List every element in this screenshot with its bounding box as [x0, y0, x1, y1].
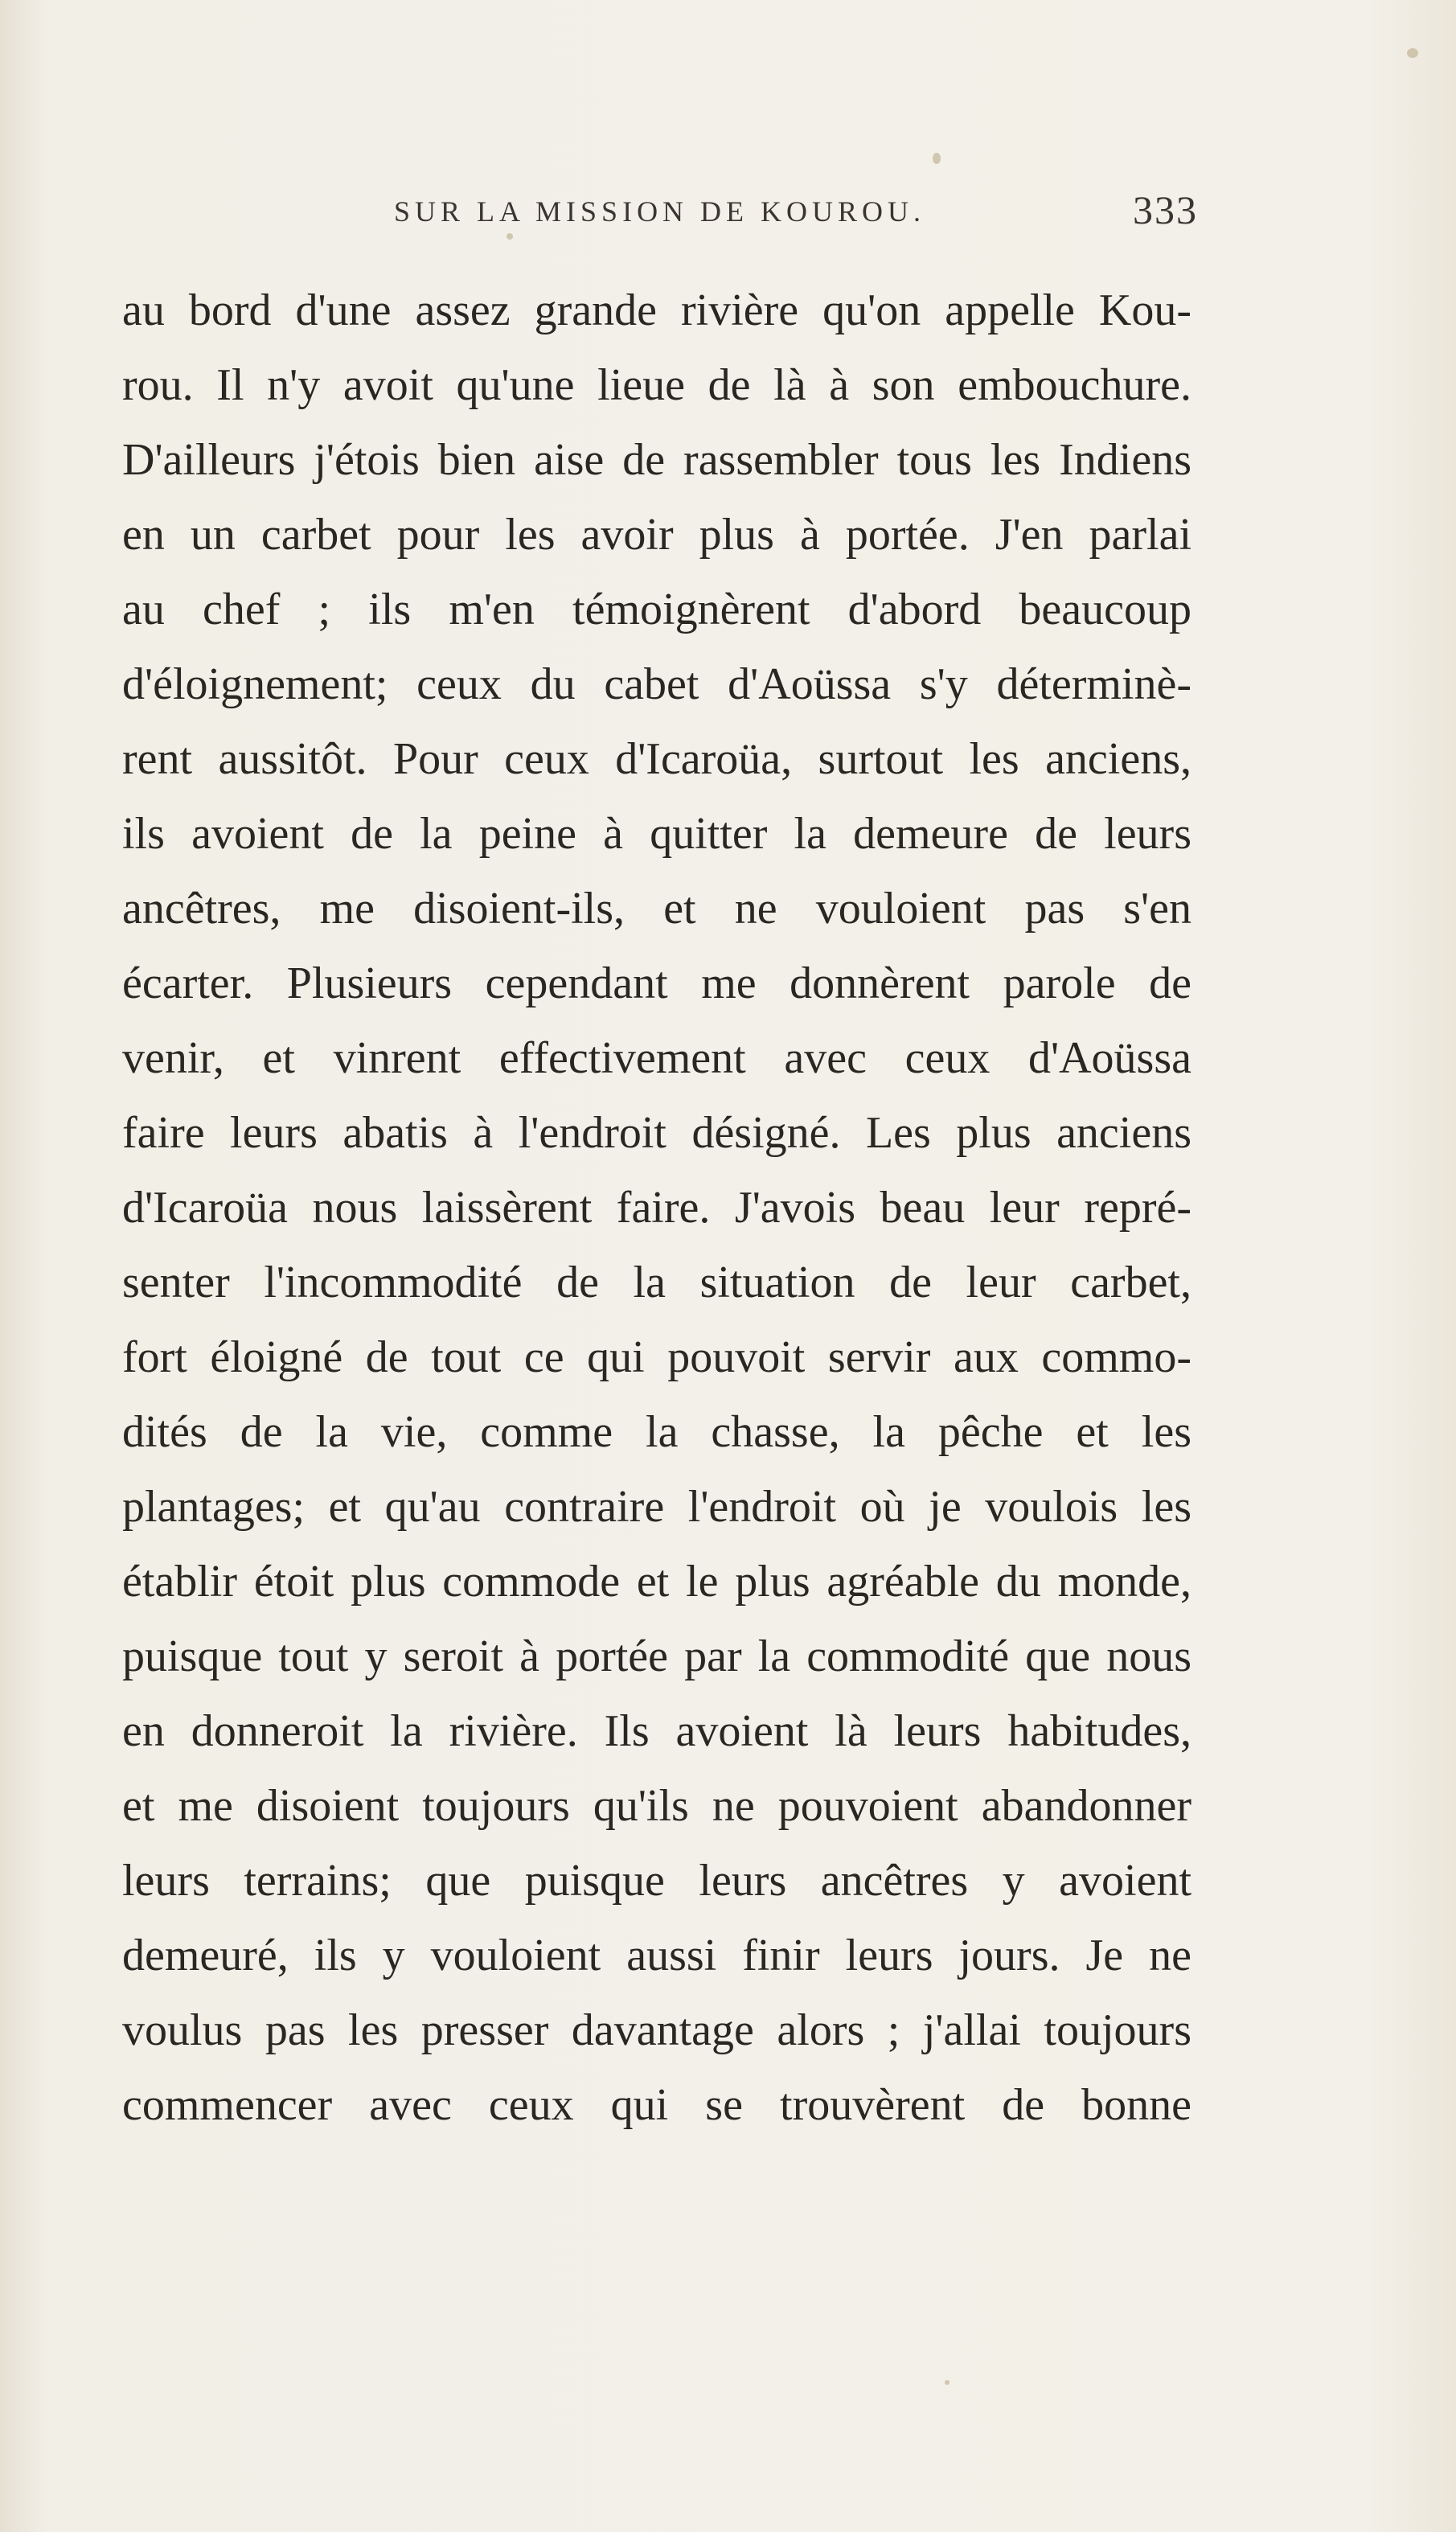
- text-line: plantages; et qu'au contraire l'endroit où je voulois les: [122, 1482, 1191, 1532]
- running-title: SUR LA MISSION DE KOUROU.: [394, 195, 926, 228]
- text-line: rou. Il n'y avoit qu'une lieue de là à son embouchure.: [122, 360, 1191, 410]
- text-line: ils avoient de la peine à quitter la demeure de leurs: [122, 809, 1191, 859]
- text-line: venir, et vinrent effectivement avec ceux d'Aoüssa: [122, 1033, 1191, 1083]
- text-line: écarter. Plusieurs cependant me donnèrent parole de: [122, 958, 1191, 1008]
- text-line: puisque tout y seroit à portée par la commodité que nous: [122, 1631, 1191, 1681]
- text-line: commencer avec ceux qui se trouvèrent de bonne: [122, 2080, 1191, 2130]
- text-line: établir étoit plus commode et le plus agréable du monde,: [122, 1557, 1191, 1607]
- paper-speck: [933, 153, 941, 164]
- text-line: au bord d'une assez grande rivière qu'on appelle Kou-: [122, 285, 1191, 335]
- text-line: senter l'incommodité de la situation de leur carbet,: [122, 1258, 1191, 1307]
- text-line: et me disoient toujours qu'ils ne pouvoient abandonner: [122, 1781, 1191, 1831]
- body-text: [122, 273, 1191, 2143]
- text-line: d'éloignement; ceux du cabet d'Aoüssa s'y déterminè-: [122, 659, 1191, 709]
- text-line: rent aussitôt. Pour ceux d'Icaroüa, surtout les anciens,: [122, 734, 1191, 784]
- paper-speck: [945, 2380, 949, 2385]
- text-line: en donneroit la rivière. Ils avoient là leurs habitudes,: [122, 1706, 1191, 1756]
- text-line: fort éloigné de tout ce qui pouvoit servir aux commo-: [122, 1332, 1191, 1382]
- page-header: [394, 187, 1198, 243]
- paper-speck: [1407, 48, 1418, 58]
- text-line: faire leurs abatis à l'endroit désigné. Les plus anciens: [122, 1108, 1191, 1158]
- text-line: demeuré, ils y vouloient aussi finir leurs jours. Je ne: [122, 1931, 1191, 1980]
- text-line: d'Icaroüa nous laissèrent faire. J'avois beau leur repré-: [122, 1183, 1191, 1233]
- page-number: 333: [1133, 187, 1198, 232]
- text-line: D'ailleurs j'étois bien aise de rassembler tous les Indiens: [122, 435, 1191, 485]
- text-line: voulus pas les presser davantage alors ; j'allai toujours: [122, 2005, 1191, 2055]
- text-line: ancêtres, me disoient-ils, et ne vouloient pas s'en: [122, 884, 1191, 934]
- text-line: dités de la vie, comme la chasse, la pêche et les: [122, 1407, 1191, 1457]
- text-line: au chef ; ils m'en témoignèrent d'abord beaucoup: [122, 585, 1191, 634]
- paper-speck: [507, 233, 513, 240]
- text-line: en un carbet pour les avoir plus à portée. J'en parlai: [122, 510, 1191, 560]
- text-line: leurs terrains; que puisque leurs ancêtres y avoient: [122, 1856, 1191, 1906]
